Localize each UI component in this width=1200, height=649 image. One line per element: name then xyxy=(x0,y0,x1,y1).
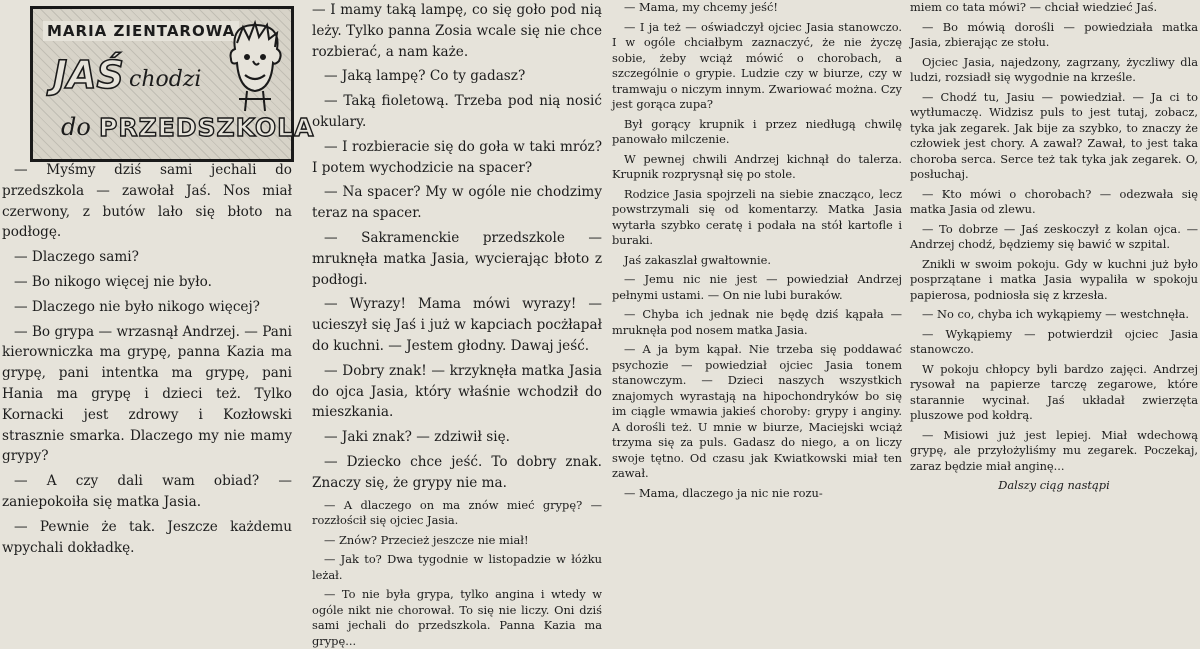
paragraph: miem co tata mówi? — chciał wiedzieć Jaś. xyxy=(910,0,1158,14)
title-box xyxy=(30,6,315,162)
boy-illustration xyxy=(225,19,287,113)
paragraph: — Dlaczego nie było nikogo więcej? xyxy=(14,298,260,315)
paragraph: Jaś zakaszlał gwałtownie. xyxy=(624,252,771,267)
paragraph: — Bo nikogo więcej nie było. xyxy=(14,273,212,290)
paragraph: — Dlaczego sami? xyxy=(14,249,139,266)
paragraph: W pewnej chwili Andrzej kichnął do talerza. Krupnik rozprysnął się po stole. xyxy=(612,151,902,181)
paragraph-small: — Znów? Przecież jeszcze nie miał! xyxy=(324,532,529,547)
continued-note: Dalszy ciąg nastąpi xyxy=(998,478,1110,492)
paragraph: — Kto mówi o chorobach? — odezwała się matka Jasia od zlewu. xyxy=(910,186,1198,216)
paragraph: Rodzice Jasia spojrzeli na siebie znacząco, lecz powstrzymali się od komentarzy. Matka Jasia wytarła szybko ceratę i podała na stół kartofle i buraki. xyxy=(612,186,902,247)
paragraph: — To dobrze — Jaś zeskoczył z kolan ojca. — Andrzej chodź, będziemy się bawić w szpital. xyxy=(910,221,1198,251)
paragraph: Był gorący krupnik i przez niedługą chwilę panowało milczenie. xyxy=(612,116,902,146)
paragraph: — Mama, dlaczego ja nic nie rozu- xyxy=(624,485,823,500)
paragraph: — No co, chyba ich wykąpiemy — westchnęła. xyxy=(922,307,1190,321)
paragraph-small: — A dlaczego on ma znów mieć grypę? — rozzłościł się ojciec Jasia. xyxy=(312,497,602,528)
paragraph: — Taką fioletową. Trzeba pod nią nosić okulary. xyxy=(312,93,602,130)
paragraph: — Jemu nic nie jest — powiedział Andrzej pełnymi ustami. — On nie lubi buraków. xyxy=(612,272,902,302)
paragraph: Znikli w swoim pokoju. Gdy w kuchni już było posprzątane i matka Jasia wypaliła w spokoju papierosa, podniosła się z krzesła. xyxy=(910,256,1198,302)
paragraph: — I rozbieracie się do goła w taki mróz? I potem wychodzicie na spacer? xyxy=(312,138,602,176)
paragraph: — Sakramenckie przedszkole — mruknęła matka Jasia, wycierając błoto z podłogi. xyxy=(312,229,602,288)
paragraph: — Jaki znak? — zdziwił się. xyxy=(324,429,510,446)
paragraph: — Dobry znak! — krzyknęła matka Jasia do ojca Jasia, który właśnie wchodził do mieszkania. xyxy=(312,362,602,421)
article-column-3 xyxy=(612,0,902,541)
article-column-4 xyxy=(910,0,1198,541)
title-word-do: do xyxy=(61,113,91,141)
paragraph: Ojciec Jasia, najedzony, zagrzany, życzliwy dla ludzi, rozsiadł się wygodnie na krześle. xyxy=(910,54,1198,84)
paragraph-small: — To nie była grypa, tylko angina i wtedy w ogóle nikt nie chorował. To się nie liczy. Oni dziś sami jechali do przedszkola. Panna Kazia ma grypę... xyxy=(312,587,602,648)
paragraph: — A ja bym kąpał. Nie trzeba się poddawać psychozie — powiedział ojciec Jasia tonem stanowczym. — Dzieci naszych wszystkich znajomych wyrastają na hipochondryków bo się im ciągle wmawia jakieś choroby: grypy i anginy. A dorośli też. U mnie w biurze, Maciejski wciąż trzyma się za puls. Gadasz do niego, a on liczy swoje tętno. Od czasu jak Kwiatkowski miał ten zawał. xyxy=(612,342,902,480)
paragraph: — Myśmy dziś sami jechali do przedszkola — zawołał Jaś. Nos miał czerwony, z butów lało się błoto na podłogę. xyxy=(2,162,292,241)
paragraph: — Mama, my chcemy jeść! xyxy=(624,0,778,14)
author-name: MARIA ZIENTAROWA xyxy=(43,21,239,41)
paragraph: — Misiowi już jest lepiej. Miał wdechową grypę, ale przyłożyliśmy mu zegarek. Poczekaj, zaraz będzie miał anginę... xyxy=(910,427,1198,473)
paragraph: — Chodź tu, Jasiu — powiedział. — Ja ci to wytłumaczę. Widzisz puls to jest tutaj, zobacz, tyka jak zegarek. Jak bije za szybko, to znaczy że człowiek jest chory. A zawał? Zawał, to jest taka choroba serca. Serce też tak tyka jak zegarek. O, posłuchaj. xyxy=(910,89,1198,181)
paragraph: — I mamy taką lampę, co się goło pod nią leży. Tylko panna Zosia wcale się nie chce rozbierać, a nam każe. xyxy=(312,2,602,60)
paragraph: — Bo grypa — wrzasnął Andrzej. — Pani kierowniczka ma grypę, panna Kazia ma grypę, pani intentka ma grypę, pani Hania ma grypę i dzieci też. Tylko Kornacki jest zdrowy i Kozłowski strasznie smarka. Dlaczego my nie mamy grypy? xyxy=(2,323,292,465)
paragraph: — Wykąpiemy — potwierdził ojciec Jasia stanowczo. xyxy=(910,326,1198,356)
paragraph: — Wyrazy! Mama mówi wyrazy! — ucieszył się Jaś i już w kapciach pocżłapał do kuchni. — Jestem głodny. Dawaj jeść. xyxy=(312,296,602,354)
title-word-jas: JAŚ xyxy=(53,53,124,97)
paragraph: — A czy dali wam obiad? — zaniepokoiła się matka Jasia. xyxy=(2,473,292,510)
paragraph: — I ja też — oświadczył ojciec Jasia stanowczo. I w ogóle chciałbym zaznaczyć, że nie życzę sobie, żeby wciąż mówić o chorobach, a szczególnie o grypie. Ludzie czy w biurze, czy w tramwaju o niczym innym. Zwariować można. Czy jest gorąca zupa? xyxy=(612,19,902,111)
paragraph: — Pewnie że tak. Jeszcze każdemu wpychali dokładkę. xyxy=(2,518,292,556)
article-column-2 xyxy=(312,0,602,648)
paragraph: — Dziecko chce jeść. To dobry znak. Znaczy się, że grypy nie ma. xyxy=(312,453,602,491)
title-word-chodzi: chodzi xyxy=(129,67,202,92)
article-column-1 xyxy=(2,160,292,556)
paragraph: — Na spacer? My w ogóle nie chodzimy teraz na spacer. xyxy=(312,184,602,222)
paragraph: — Bo mówią dorośli — powiedziała matka Jasia, zbierając ze stołu. xyxy=(910,19,1198,49)
paragraph: — Jaką lampę? Co ty gadasz? xyxy=(324,68,526,85)
paragraph: W pokoju chłopcy byli bardzo zajęci. Andrzej rysował na papierze tarczę zegarowe, które starannie wycinał. Jaś układał zwierzęta pluszowe pod kołdrą. xyxy=(910,361,1198,422)
paragraph-small: — Jak to? Dwa tygodnie w listopadzie w łóżku leżał. xyxy=(312,552,602,582)
title-word-przedszkola: PRZEDSZKOLA xyxy=(99,113,315,142)
paragraph: — Chyba ich jednak nie będę dziś kąpała — mruknęła pod nosem matka Jasia. xyxy=(612,307,902,337)
